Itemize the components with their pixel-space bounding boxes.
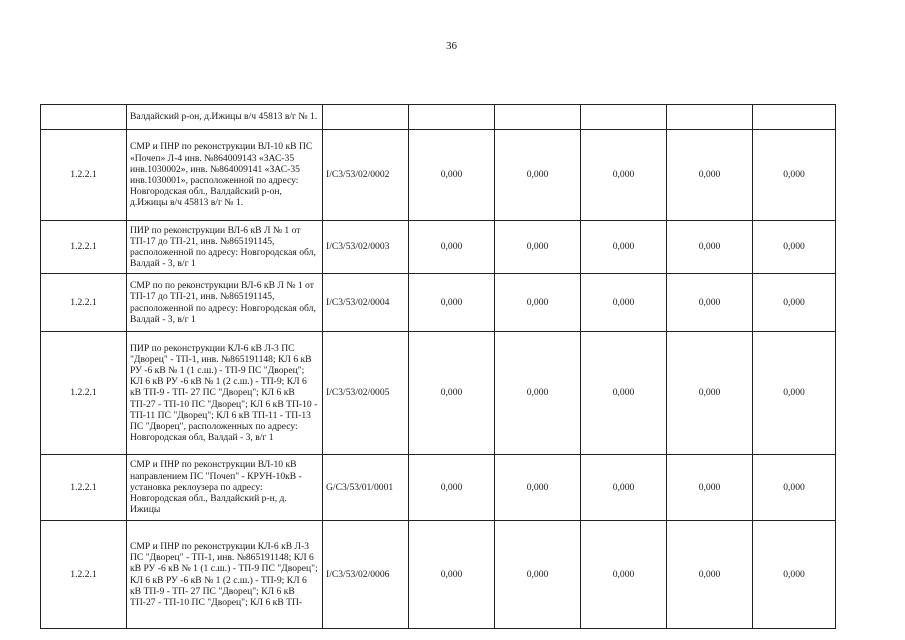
row-value-1 (409, 105, 495, 130)
row-value-4: 0,000 (667, 332, 753, 455)
table-row (41, 332, 836, 455)
row-value-5: 0,000 (753, 130, 836, 221)
row-inventory-number: I/C3/53/02/0004 (323, 274, 409, 332)
row-value-5: 0,000 (753, 274, 836, 332)
row-description: ПИР по реконструкции КЛ-6 кВ Л-3 ПС "Дворец" - ТП-1, инв. №865191148; КЛ 6 кВ РУ -6 кВ № 1 (1 с.ш.) - ТП-9 ПС "Дворец"; КЛ 6 кВ РУ -6 кВ № 1 (2 с.ш.) - ТП-9; КЛ 6 кВ ТП-9 - ТП- 27 ПС "Дворец"; КЛ 6 кВ ТП-27 - ТП-10 ПС "Дворец"; КЛ 6 кВ ТП-10 - ТП-11 ПС "Дворец"; КЛ 6 кВ ТП-11 - ТП-13 ПС "Дворец", расположенных по адресу: Новгородская обл, Валдай - 3, в/г 1 (127, 332, 323, 455)
row-value-2: 0,000 (495, 221, 581, 274)
row-description: Валдайский р-он, д.Ижицы в/ч 45813 в/г № 1. (127, 105, 323, 130)
table-row (41, 455, 836, 521)
row-value-3: 0,000 (581, 332, 667, 455)
row-value-5: 0,000 (753, 221, 836, 274)
page-number: 36 (446, 40, 457, 52)
row-description: ПИР по реконструкции ВЛ-6 кВ Л № 1 от ТП-17 до ТП-21, инв. №865191145, расположенной по адресу: Новгородская обл, Валдай - 3, в/г 1 (127, 221, 323, 274)
row-inventory-number: I/C3/53/02/0005 (323, 332, 409, 455)
row-value-3 (581, 105, 667, 130)
row-value-2: 0,000 (495, 274, 581, 332)
row-value-4: 0,000 (667, 221, 753, 274)
row-value-1: 0,000 (409, 332, 495, 455)
row-code (41, 105, 127, 130)
row-value-5: 0,000 (753, 332, 836, 455)
table-row (41, 221, 836, 274)
investment-table (40, 104, 836, 629)
table-row (41, 521, 836, 629)
row-value-4: 0,000 (667, 455, 753, 521)
row-value-2: 0,000 (495, 521, 581, 629)
row-value-3: 0,000 (581, 521, 667, 629)
row-description: СМР и ПНР по реконструкции КЛ-6 кВ Л-3 ПС "Дворец" - ТП-1, инв. №865191148; КЛ 6 кВ РУ -6 кВ № 1 (1 с.ш.) - ТП-9 ПС "Дворец"; КЛ 6 кВ РУ -6 кВ № 1 (2 с.ш.) - ТП-9; КЛ 6 кВ ТП-9 - ТП- 27 ПС "Дворец"; КЛ 6 кВ ТП-27 - ТП-10 ПС "Дворец"; КЛ 6 кВ ТП- (127, 521, 323, 629)
row-value-1: 0,000 (409, 521, 495, 629)
row-value-4: 0,000 (667, 130, 753, 221)
table-row (41, 130, 836, 221)
row-value-3: 0,000 (581, 130, 667, 221)
row-value-3: 0,000 (581, 274, 667, 332)
row-inventory-number: I/C3/53/02/0002 (323, 130, 409, 221)
row-value-1: 0,000 (409, 455, 495, 521)
row-inventory-number: I/C3/53/02/0006 (323, 521, 409, 629)
row-inventory-number (323, 105, 409, 130)
table-body (41, 105, 836, 629)
row-code: 1.2.2.1 (41, 521, 127, 629)
row-value-1: 0,000 (409, 274, 495, 332)
row-code: 1.2.2.1 (41, 332, 127, 455)
row-value-3: 0,000 (581, 455, 667, 521)
row-inventory-number: I/C3/53/02/0003 (323, 221, 409, 274)
row-code: 1.2.2.1 (41, 130, 127, 221)
row-description: СМР по по реконструкции ВЛ-6 кВ Л № 1 от ТП-17 до ТП-21, инв. №865191145, расположенной по адресу: Новгородская обл, Валдай - 3, в/г 1 (127, 274, 323, 332)
row-value-1: 0,000 (409, 221, 495, 274)
row-value-2: 0,000 (495, 130, 581, 221)
row-inventory-number: G/C3/53/01/0001 (323, 455, 409, 521)
row-value-3: 0,000 (581, 221, 667, 274)
table-row (41, 105, 836, 130)
row-value-1: 0,000 (409, 130, 495, 221)
row-code: 1.2.2.1 (41, 455, 127, 521)
row-value-4: 0,000 (667, 521, 753, 629)
row-value-5: 0,000 (753, 455, 836, 521)
row-value-2: 0,000 (495, 455, 581, 521)
row-description: СМР и ПНР по реконструкции ВЛ-10 кВ направлением ПС "Почеп" - КРУН-10кВ - установка реклоузера по адресу: Новгородская обл., Валдайский р-н, д. Ижицы (127, 455, 323, 521)
row-value-4: 0,000 (667, 274, 753, 332)
row-value-2: 0,000 (495, 332, 581, 455)
row-value-5: 0,000 (753, 521, 836, 629)
row-value-2 (495, 105, 581, 130)
row-code: 1.2.2.1 (41, 274, 127, 332)
row-value-5 (753, 105, 836, 130)
row-description: СМР и ПНР по реконструкции ВЛ-10 кВ ПС «Почеп» Л-4 инв. №864009143 «ЗАС-35 инв.1030002», инв. №864009141 «ЗАС-35 инв.1030001», расположенной по адресу: Новгородская обл., Валдайский р-он, д.Ижицы в/ч 45813 в/г № 1. (127, 130, 323, 221)
row-code: 1.2.2.1 (41, 221, 127, 274)
table-row (41, 274, 836, 332)
row-value-4 (667, 105, 753, 130)
